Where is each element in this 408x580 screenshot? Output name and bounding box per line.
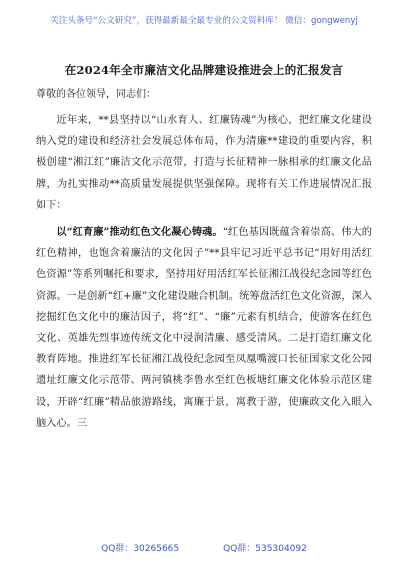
header-banner [0,0,408,40]
banner-text: 关注头条号“公文研究”，获得最新最全最专业的公文资料库！ 微信：gongwenyj [50,16,358,26]
section-body: “红色基因既蕴含着崇高、伟大的红色精神，也饱含着廉洁的文化因子”**县牢记习近平总书记“用好用活红色资源”等系列嘱托和要求，坚持用好用活红军长征湘江战役纪念园等红色资源。一是创新“红+廉”文化建设融合机制。统筹盘活红色文化资源，深入挖掘红色文化中的廉洁因子，将“红”、“廉”元素有机结合，使游客在红色文化、英雄先烈事迹传统文化中浸润清廉、感受清风。二是打造红廉文化教育阵地。推进红军长征湘江战役纪念园至凤凰嘴渡口长征国家文化公园遗址红廉文化示范带、两河镇桃李鲁水至红色板塘红廉文化体验示范区建设，开辟“红廉”精品旅游路线，寓廉于景，寓教于游，使廉政文化入眼入脑入心。三 [36,227,372,429]
footer-bar [0,541,408,559]
document-page [36,52,372,534]
footer-qq-group-2: QQ群：535304092 [223,544,307,554]
greeting-line: 尊敬的各位领导，同志们： [36,89,156,100]
document-title: 在2024年全市廉洁文化品牌建设推进会上的汇报发言 [64,63,344,77]
section-heading: 以“红育廉”推动红色文化凝心铸魂。 [56,226,223,239]
paragraph-section-1 [36,222,372,434]
footer-qq-group-1: QQ群：30265665 [101,544,180,554]
paragraph-intro: 近年来，**县坚持以“山水育人、红廉铸魂”为核心，把红廉文化建设纳入党的建设和经济社会发展总体布局，作为清廉**建设的重要内容，积极创建“湘江红”廉洁文化示范带，打造与长征精神一脉相承的红廉文化品牌，为扎实推动**高质量发展提供坚强保障。现将有关工作进展情况汇报如下： [36,115,372,211]
